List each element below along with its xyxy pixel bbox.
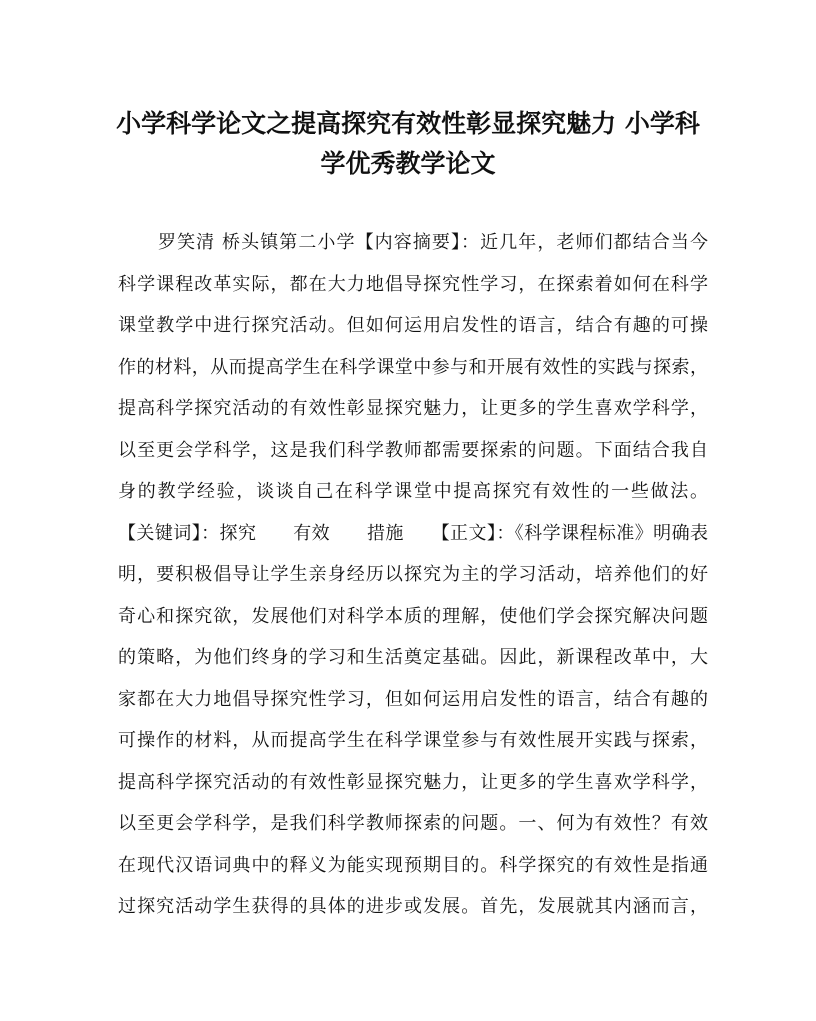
body-line: 提高科学探究活动的有效性彰显探究魅力，让更多的学生喜欢学科学， [118, 771, 708, 793]
body-line: 家都在大力地倡导探究性学习，但如何运用启发性的语言，结合有趣的 [118, 688, 708, 710]
body-line: 作的材料，从而提高学生在科学课堂中参与和开展有效性的实践与探索， [118, 356, 708, 378]
body-line: 罗笑清 桥头镇第二小学【内容摘要】：近几年，老师们都结合当今 [158, 232, 708, 253]
body-line: 以至更会学科学，这是我们科学教师都需要探索的问题。下面结合我自 [118, 439, 708, 461]
body-line: 科学课程改革实际，都在大力地倡导探究性学习，在探索着如何在科学 [118, 273, 708, 295]
title-line: 学优秀教学论文 [320, 149, 496, 178]
body-line: 以至更会学科学，是我们科学教师探索的问题。一、何为有效性？有效 [118, 813, 708, 834]
title-line: 小学科学论文之提高探究有效性彰显探究魅力 小学科 [116, 109, 700, 138]
document-title [100, 104, 716, 184]
document-body [118, 222, 708, 928]
body-line: 可操作的材料，从而提高学生在科学课堂参与有效性展开实践与探索， [118, 730, 708, 751]
body-line: 明，要积极倡导让学生亲身经历以探究为主的学习活动，培养他们的好 [118, 564, 708, 585]
body-line: 在现代汉语词典中的释义为能实现预期目的。科学探究的有效性是指通 [118, 854, 708, 876]
body-line: 【关键词】：探究 有效 措施 【正文】：《科学课程标准》明确表 [118, 522, 708, 544]
body-line: 课堂教学中进行探究活动。但如何运用启发性的语言，结合有趣的可操 [118, 315, 708, 336]
body-line: 过探究活动学生获得的具体的进步或发展。首先，发展就其内涵而言， [118, 896, 708, 917]
body-line: 提高科学探究活动的有效性彰显探究魅力，让更多的学生喜欢学科学， [118, 398, 708, 419]
body-line: 身的教学经验，谈谈自己在科学课堂中提高探究有效性的一些做法。 [118, 481, 708, 502]
body-line: 的策略，为他们终身的学习和生活奠定基础。因此，新课程改革中，大 [118, 647, 708, 668]
body-line: 奇心和探究欲，发展他们对科学本质的理解，使他们学会探究解决问题 [118, 605, 708, 627]
